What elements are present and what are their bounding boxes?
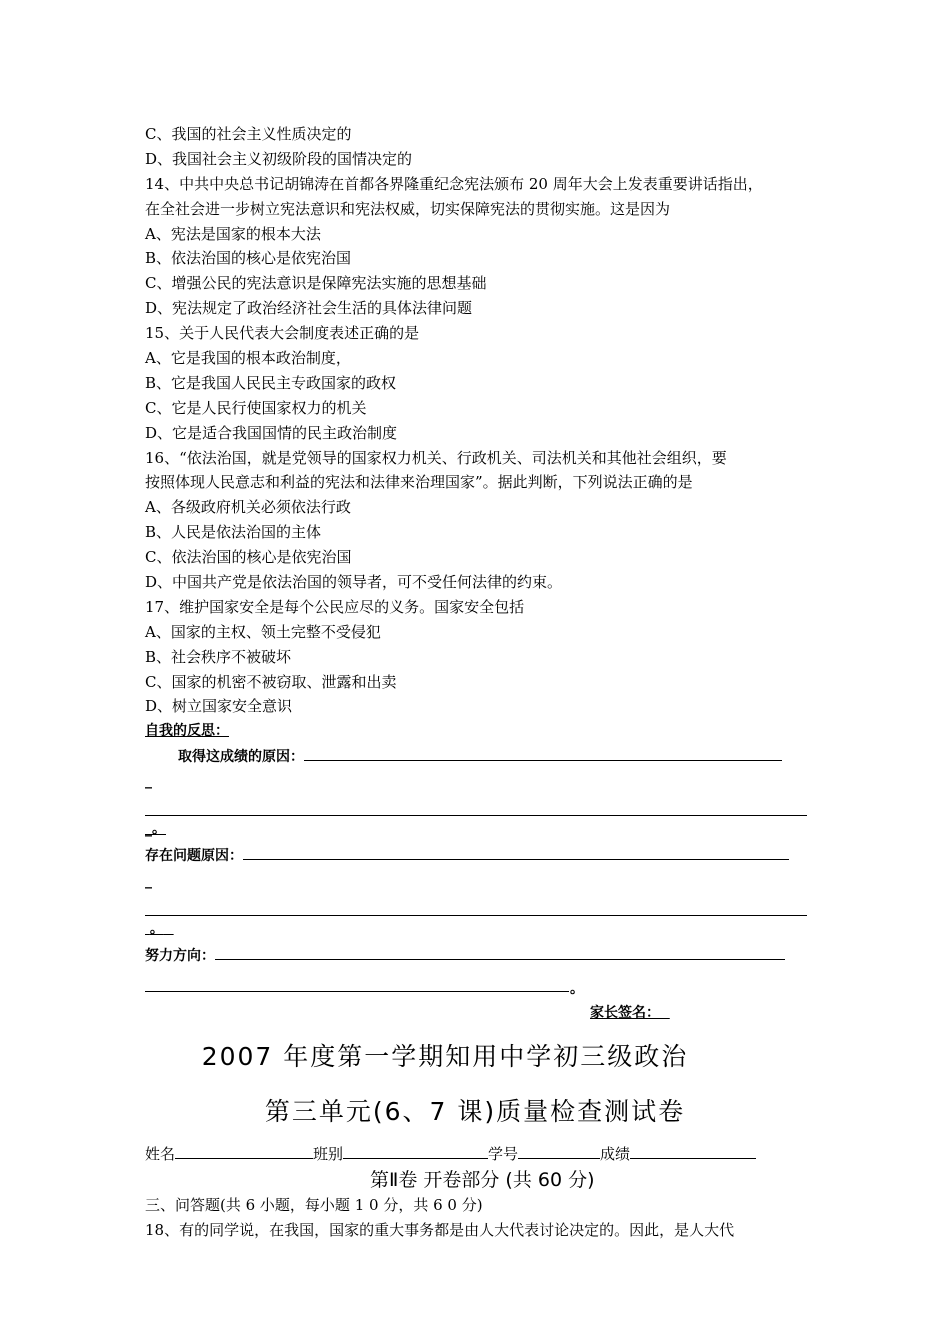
section-three-heading: 三、问答题(共 6 小题，每小题 1 0 分，共 6 0 分): [145, 1196, 483, 1215]
question-line: 16、“依法治国，就是党领导的国家权力机关、行政机关、司法机关和其他社会组织，要: [145, 448, 727, 467]
question-line: D、树立国家安全意识: [145, 697, 293, 716]
problem-end: [145, 917, 174, 942]
reason-row: [178, 744, 782, 769]
question-line: D、我国社会主义初级阶段的国情决定的: [145, 149, 413, 168]
question-line: C、国家的机密不被窃取、泄露和出卖: [145, 672, 397, 691]
name-field[interactable]: [175, 1143, 313, 1159]
score-field[interactable]: [630, 1143, 756, 1159]
direction-end: 。: [570, 981, 584, 998]
parent-sign: [590, 1001, 670, 1026]
reason-label: 取得这成绩的原因：: [178, 749, 304, 766]
question-line: C、它是人民行使国家权力的机关: [145, 398, 367, 417]
question-line: C、增强公民的宪法意识是保障宪法实施的思想基础: [145, 274, 487, 293]
problem-blank[interactable]: [243, 843, 789, 860]
problem-row: [145, 843, 789, 868]
reflection-heading: 自我的反思：: [145, 723, 229, 740]
part-two-title: 第Ⅱ卷 开卷部分 (共 60 分): [370, 1169, 595, 1192]
direction-row: [145, 943, 785, 968]
question-line: D、它是适合我国国情的民主政治制度: [145, 423, 398, 442]
question-line: 14、中共中央总书记胡锦涛在首都各界隆重纪念宪法颁布 20 周年大会上发表重要讲话指出，: [145, 174, 763, 193]
student-id-label: 学号: [488, 1145, 519, 1164]
question-line: A、各级政府机关必须依法行政: [145, 498, 351, 517]
reason-blank[interactable]: [304, 744, 782, 761]
reason-dash: _: [145, 773, 152, 790]
question-line: A、它是我国的根本政治制度，: [145, 349, 351, 368]
reflection-section: [145, 719, 815, 981]
question-line: C、我国的社会主义性质决定的: [145, 125, 352, 143]
direction-continuation: [145, 981, 815, 1031]
question-line: A、国家的主权、领土完整不受侵犯: [145, 622, 381, 641]
problem-blank-line[interactable]: [145, 899, 807, 916]
parent-sign-label: 家长签名：: [590, 1005, 660, 1022]
problem-dash: _: [145, 873, 152, 890]
student-info-row: [145, 1141, 815, 1167]
exam-page: [145, 122, 815, 1243]
question-line: 在全社会进一步树立宪法意识和宪法权威，切实保障宪法的贯彻实施。这是因为: [145, 199, 671, 218]
question-list: [145, 122, 815, 719]
question-line: B、依法治国的核心是依宪治国: [145, 249, 352, 268]
exam-title-line1: 2007 年度第一学期知用中学初三级政治: [201, 1042, 689, 1072]
question-line: 按照体现人民意志和利益的宪法和法律来治理国家”。据此判断，下列说法正确的是: [145, 473, 693, 492]
reason-end: _。: [145, 821, 166, 838]
reason-blank-line[interactable]: [145, 799, 807, 816]
question-line: D、宪法规定了政治经济社会生活的具体法律问题: [145, 299, 473, 318]
direction-blank[interactable]: [215, 943, 785, 960]
name-label: 姓名: [145, 1145, 176, 1164]
question-line: D、中国共产党是依法治国的领导者，可不受任何法律的约束。: [145, 573, 563, 592]
question-line: B、它是我国人民民主专政国家的政权: [145, 373, 397, 392]
question-line: 17、维护国家安全是每个公民应尽的义务。国家安全包括: [145, 597, 525, 616]
question-line: A、宪法是国家的根本大法: [145, 224, 321, 243]
question-line: 15、关于人民代表大会制度表述正确的是: [145, 324, 420, 343]
problem-label: 存在问题原因：: [145, 848, 243, 865]
class-label: 班别: [313, 1145, 344, 1164]
question-line: B、人民是依法治国的主体: [145, 523, 322, 542]
question-line: C、依法治国的核心是依宪治国: [145, 548, 352, 567]
question-18: 18、有的同学说，在我国，国家的重大事务都是由人大代表讨论决定的。因此，是人大代: [145, 1221, 735, 1240]
student-id-field[interactable]: [518, 1143, 600, 1159]
exam-title-line2: 第三单元(6、7 课)质量检查测试卷: [264, 1097, 686, 1127]
class-field[interactable]: [343, 1143, 488, 1159]
score-label: 成绩: [600, 1145, 631, 1164]
problem-end-mark: 。: [149, 921, 164, 938]
question-line: B、社会秩序不被破坏: [145, 647, 292, 666]
direction-label: 努力方向：: [145, 948, 215, 965]
direction-blank-line[interactable]: [145, 975, 569, 992]
